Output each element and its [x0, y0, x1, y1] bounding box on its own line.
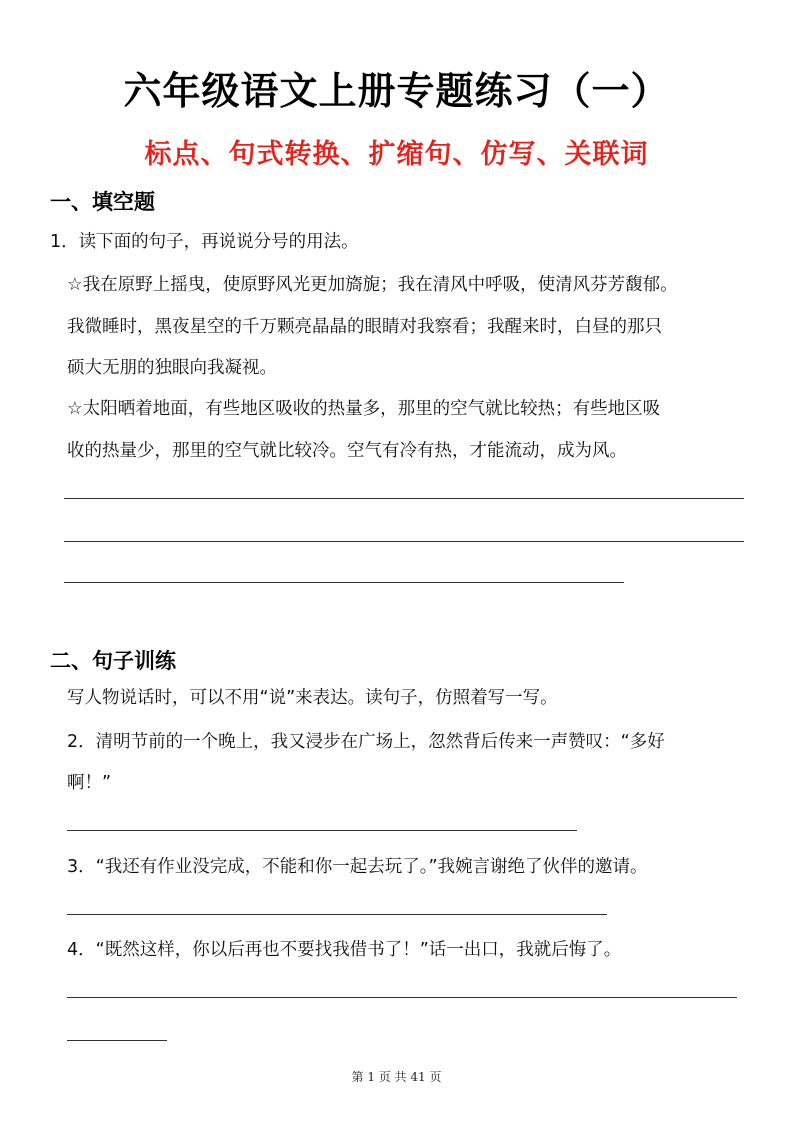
question-4: 4．“既然这样，你以后再也不要找我借书了！”话一出口，我就后悔了。: [67, 940, 622, 960]
page-number-footer: 第 1 页 共 41 页: [351, 1070, 442, 1084]
answer-line-4a[interactable]: [67, 997, 737, 998]
section-heading-sentence-training: 二、句子训练: [50, 649, 176, 673]
passage-1-line-3: 硕大无朋的独眼向我凝视。: [67, 358, 277, 378]
answer-line-3[interactable]: [67, 914, 607, 915]
passage-2-line-2: 收的热量少，那里的空气就比较冷。空气有冷有热，才能流动，成为风。: [67, 441, 627, 461]
page-subtitle: 标点、句式转换、扩缩句、仿写、关联词: [144, 139, 649, 170]
question-3: 3．“我还有作业没完成，不能和你一起去玩了。”我婉言谢绝了伙伴的邀请。: [67, 857, 648, 877]
passage-1-line-2: 我微睡时，黑夜星空的千万颗亮晶晶的眼睛对我察看；我醒来时，白昼的那只: [67, 317, 662, 337]
question-2-line-2: 啊！”: [67, 773, 112, 793]
question-2-line-1: 2．清明节前的一个晚上，我又浸步在广场上，忽然背后传来一声赞叹：“多好: [67, 732, 665, 752]
page-title: 六年级语文上册专题练习（一）: [123, 69, 670, 113]
section-heading-fill-blank: 一、填空题: [50, 190, 155, 214]
answer-line-2[interactable]: [67, 830, 577, 831]
question-1-prompt: 1．读下面的句子，再说说分号的用法。: [50, 232, 359, 252]
passage-1-line-1: ☆我在原野上摇曳，使原野风光更加旖旎；我在清风中呼吸，使清风芬芳馥郁。: [67, 275, 678, 295]
answer-line-1b[interactable]: [64, 541, 744, 542]
section-2-intro: 写人物说话时，可以不用“说”来表达。读句子，仿照着写一写。: [67, 688, 558, 708]
answer-line-4b[interactable]: [67, 1040, 167, 1041]
answer-line-1c[interactable]: [64, 582, 624, 583]
passage-2-line-1: ☆太阳晒着地面，有些地区吸收的热量多，那里的空气就比较热；有些地区吸: [67, 399, 661, 419]
answer-line-1a[interactable]: [64, 498, 744, 499]
